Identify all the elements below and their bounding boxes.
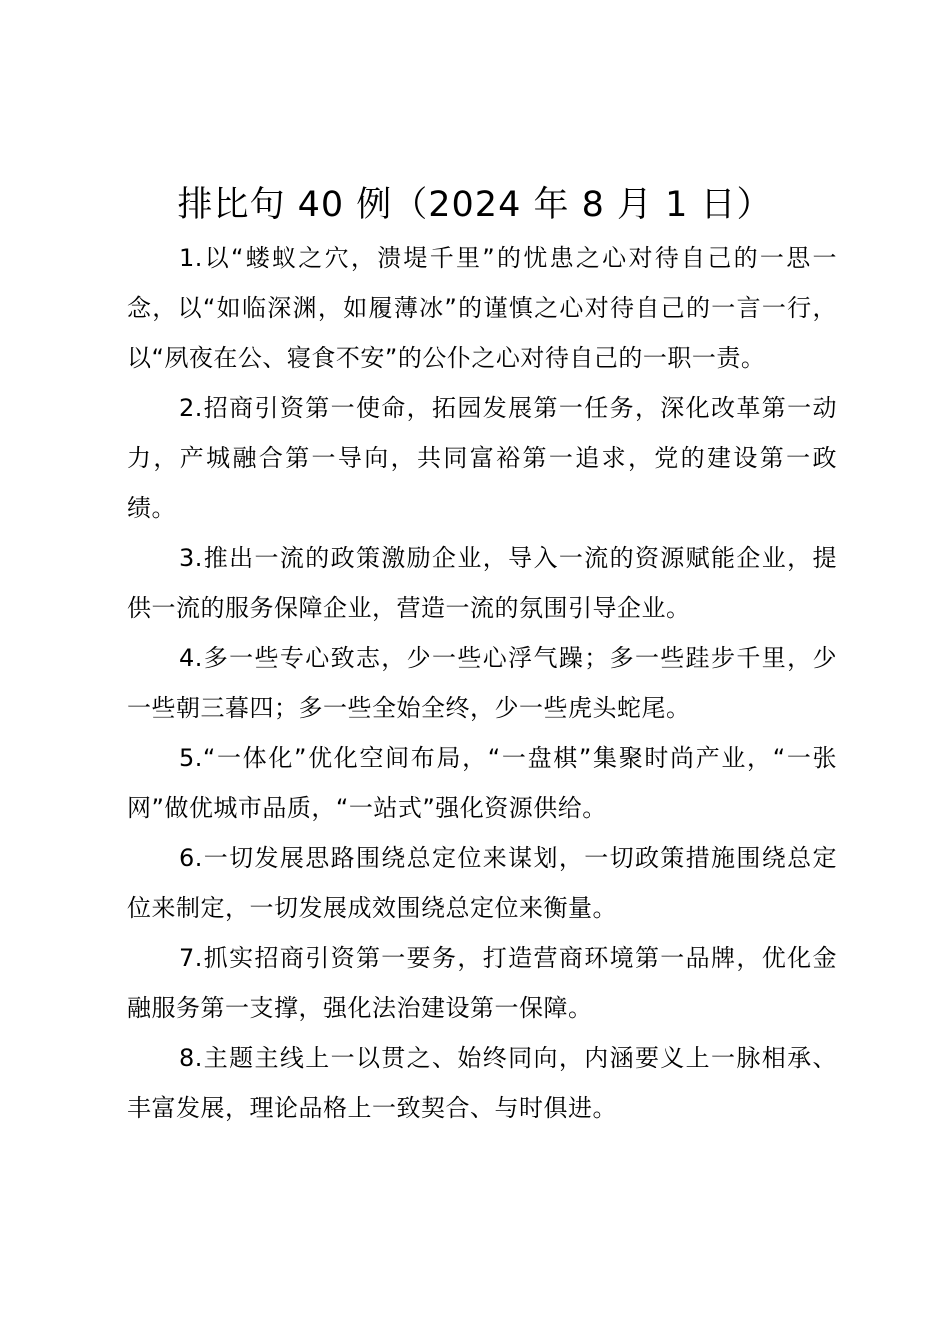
document-body <box>127 233 837 1133</box>
list-item: 8.主题主线上一以贯之、始终同向，内涵要义上一脉相承、丰富发展，理论品格上一致契合、与时俱进。 <box>127 1044 837 1122</box>
document-title: 排比句 40 例（2024 年 8 月 1 日） <box>177 185 773 225</box>
list-item: 2.招商引资第一使命，拓园发展第一任务，深化改革第一动力，产城融合第一导向，共同富裕第一追求，党的建设第一政绩。 <box>127 394 837 522</box>
list-item: 7.抓实招商引资第一要务，打造营商环境第一品牌，优化金融服务第一支撑，强化法治建设第一保障。 <box>127 944 837 1022</box>
list-item: 1.以“蝼蚁之穴，溃堤千里”的忧患之心对待自己的一思一念，以“如临深渊，如履薄冰”的谨慎之心对待自己的一言一行，以“夙夜在公、寝食不安”的公仆之心对待自己的一职一责。 <box>127 244 837 372</box>
list-item: 5.“一体化”优化空间布局，“一盘棋”集聚时尚产业，“一张网”做优城市品质，“一站式”强化资源供给。 <box>127 744 837 822</box>
list-item: 6.一切发展思路围绕总定位来谋划，一切政策措施围绕总定位来制定，一切发展成效围绕总定位来衡量。 <box>127 844 837 922</box>
list-item: 3.推出一流的政策激励企业，导入一流的资源赋能企业，提供一流的服务保障企业，营造一流的氛围引导企业。 <box>127 544 837 622</box>
list-item: 4.多一些专心致志，少一些心浮气躁；多一些跬步千里，少一些朝三暮四；多一些全始全终，少一些虎头蛇尾。 <box>127 644 837 722</box>
